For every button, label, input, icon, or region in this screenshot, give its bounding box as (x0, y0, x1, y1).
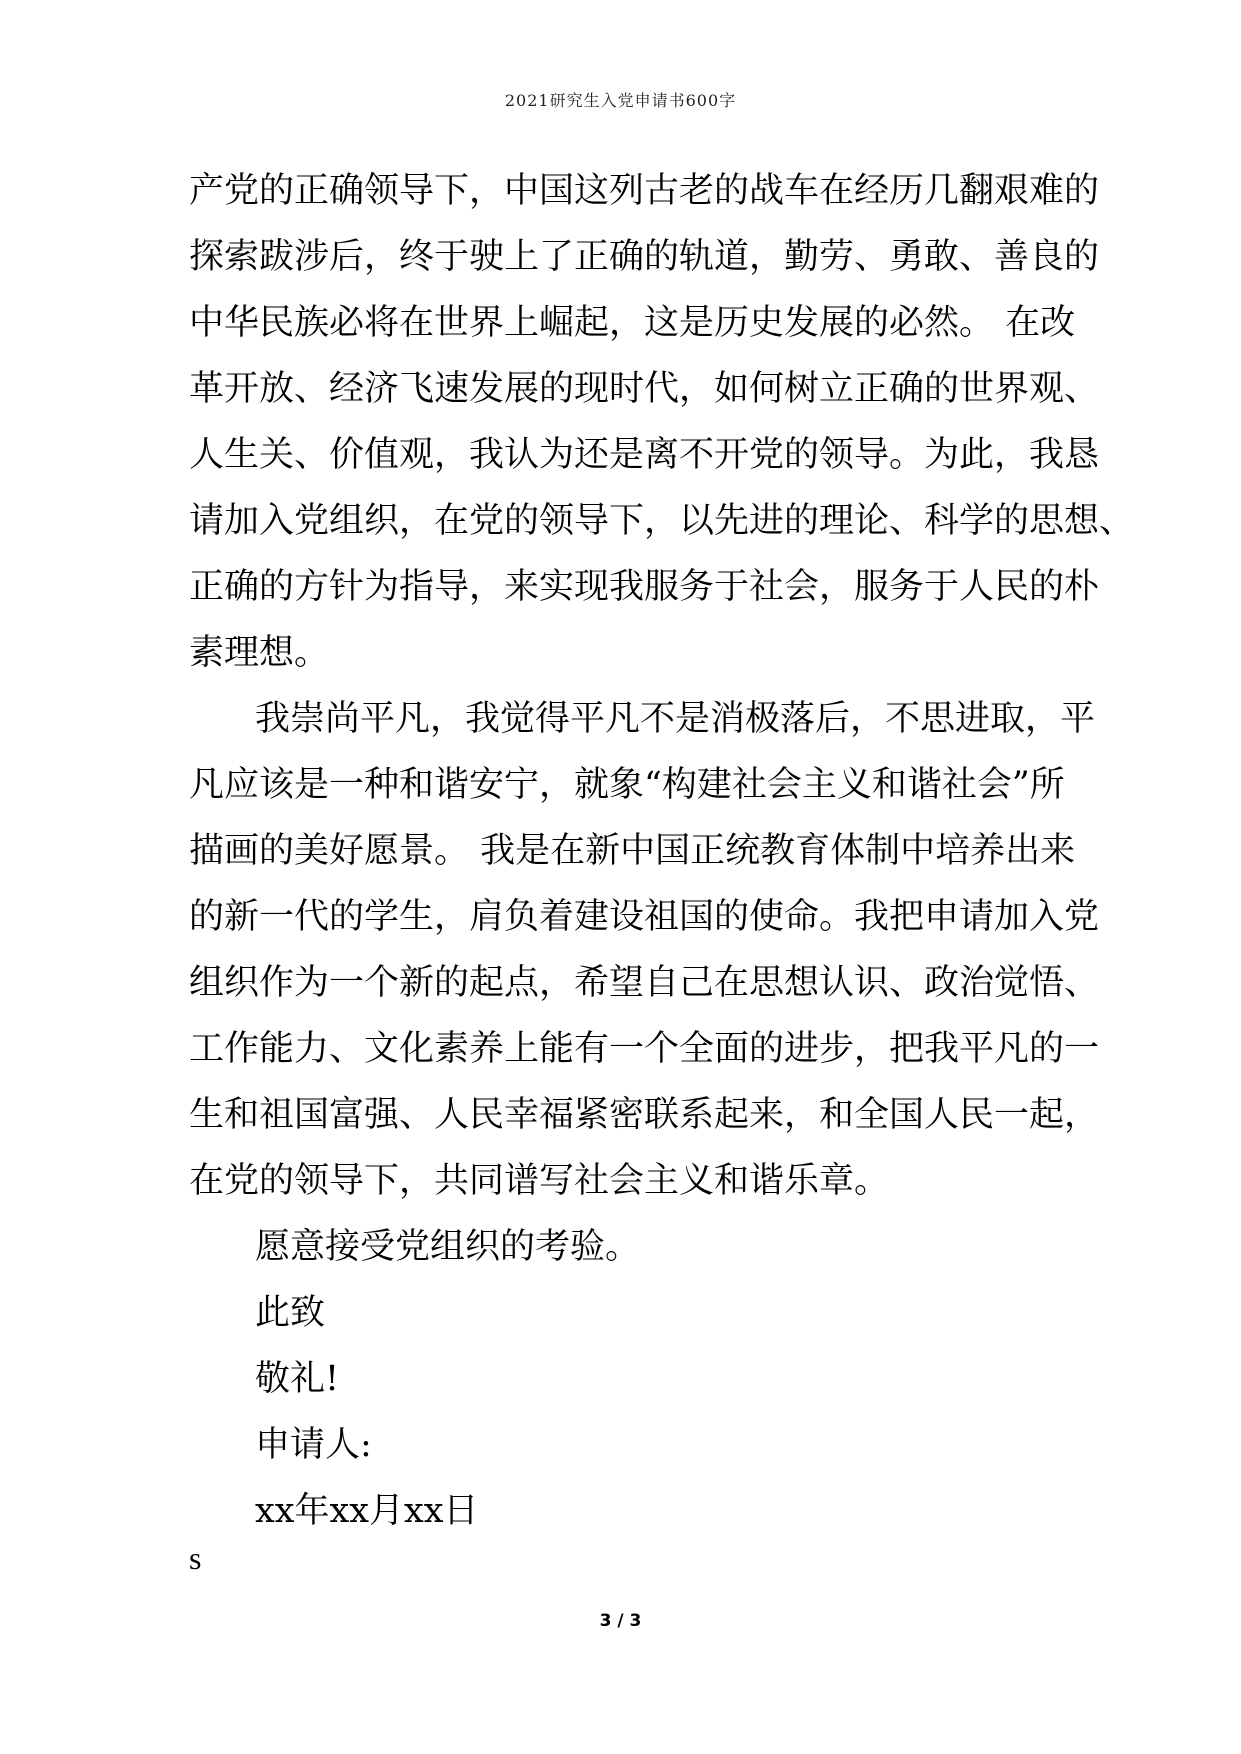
body-line: 生和祖国富强、人民幸福紧密联系起来，和全国人民一起， (189, 1095, 1100, 1135)
body-line: 的新一代的学生，肩负着建设祖国的使命。我把申请加入党 (189, 897, 1100, 937)
body-line: 素理想。 (189, 633, 330, 673)
body-line: 请加入党组织，在党的领导下，以先进的理论、科学的思想、 (189, 501, 1135, 541)
closing-statement: 愿意接受党组织的考验。 (255, 1227, 641, 1267)
body-line: 中华民族必将在世界上崛起，这是历史发展的必然。 在改 (189, 303, 1076, 343)
applicant-label: 申请人: (255, 1425, 372, 1465)
page-header-title: 2021研究生入党申请书600字 (504, 91, 737, 110)
body-line: 正确的方针为指导，来实现我服务于社会，服务于人民的朴 (189, 567, 1100, 607)
page-number: 3 / 3 (599, 1611, 642, 1631)
salutation-line: 敬礼! (255, 1359, 340, 1399)
body-line: 组织作为一个新的起点，希望自己在思想认识、政治觉悟、 (189, 963, 1100, 1003)
body-line: 工作能力、文化素养上能有一个全面的进步，把我平凡的一 (189, 1029, 1100, 1069)
stray-character: s (189, 1540, 202, 1576)
body-line: 在党的领导下，共同谱写社会主义和谐乐章。 (189, 1161, 890, 1201)
body-line: 凡应该是一种和谐安宁，就象“构建社会主义和谐社会”所 (189, 765, 1065, 805)
body-line: 探索跋涉后，终于驶上了正确的轨道，勤劳、勇敢、善良的 (189, 237, 1100, 277)
date-line: xx年xx月xx日 (255, 1491, 479, 1531)
body-line: 产党的正确领导下，中国这列古老的战车在经历几翻艰难的 (189, 171, 1100, 211)
salutation-line: 此致 (255, 1293, 326, 1333)
body-line: 革开放、经济飞速发展的现时代，如何树立正确的世界观、 (189, 369, 1100, 409)
body-line: 描画的美好愿景。 我是在新中国正统教育体制中培养出来 (189, 831, 1076, 871)
paragraph-start-line: 我崇尚平凡，我觉得平凡不是消极落后，不思进取，平 (255, 699, 1096, 739)
body-line: 人生关、价值观，我认为还是离不开党的领导。为此，我恳 (189, 435, 1100, 475)
document-body (189, 158, 1135, 1544)
